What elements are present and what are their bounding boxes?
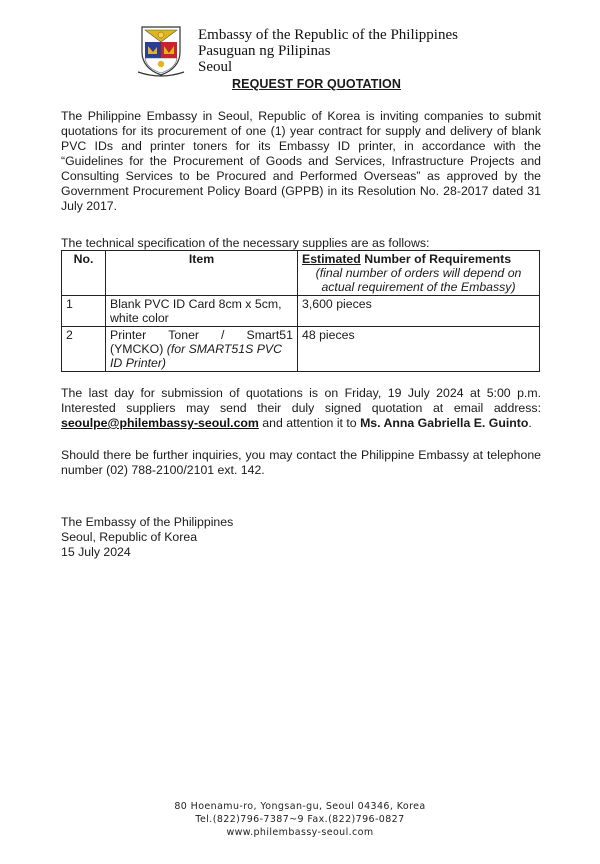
item-word-model: Smart51 (246, 328, 293, 342)
email-link[interactable]: seoulpe@philembassy-seoul.com (61, 416, 259, 430)
table-row (62, 327, 540, 372)
header-item: Item (106, 251, 298, 296)
item-ribbon-code: (YMCKO) (110, 342, 164, 356)
deadline-attention-text: and attention it to (258, 416, 361, 430)
footer-phone-fax: Tel.(822)796-7387~9 Fax.(822)796-0827 (195, 814, 405, 825)
closing-embassy: The Embassy of the Philippines (61, 515, 234, 529)
item-word-printer: Printer (110, 328, 147, 342)
footer-website: www.philembassy-seoul.com (226, 827, 374, 838)
closing-location: Seoul, Republic of Korea (61, 530, 198, 544)
item-printer-note: (for SMART51S PVC ID Printer) (110, 342, 282, 370)
header-no: No. (62, 251, 106, 296)
item-word-toner: Toner (168, 328, 200, 342)
header-estimated-rest: Number of Requirements (360, 252, 512, 266)
philippine-coat-of-arms-seal (136, 24, 186, 78)
table-row (62, 296, 540, 327)
inquiries-paragraph: Should there be further inquiries, you may contact the Philippine Embassy at telephone number (02) 788-2100/2101 ext. 142. (61, 448, 541, 477)
letterhead-embassy-name: Embassy of the Republic of the Philippines (198, 27, 458, 43)
row-no: 2 (62, 327, 106, 372)
header-estimated-note: (final number of orders will depend on actual requirement of the Embassy) (315, 266, 522, 294)
intro-paragraph: The Philippine Embassy in Seoul, Republic of Korea is inviting companies to submit quotations for its procurement of one (1) year contract for supply and delivery of blank PVC IDs and printer toners for its Embassy ID printer, in accordance with the “Guidelines for the Procurement of Goods and Services, Infrastructure Projects and Consulting Services to be Procured and Performed Overseas” as approved by the Government Procurement Policy Board (GPPB) in its Resolution No. 28-2017 dated 31 July 2017. (61, 109, 541, 213)
deadline-period: . (528, 416, 532, 430)
deadline-paragraph (61, 386, 541, 431)
row-qty: 48 pieces (298, 327, 540, 372)
row-no: 1 (62, 296, 106, 327)
header-estimated-underlined: Estimated (302, 252, 361, 266)
specification-table (61, 250, 540, 372)
deadline-text: The last day for submission of quotations is on Friday, 19 July 2024 at 5:00 p.m. Interested suppliers may send their duly signed quotation at email address: (61, 386, 541, 415)
closing-date: 15 July 2024 (61, 545, 131, 559)
header-estimated (298, 251, 540, 296)
table-header-row (62, 251, 540, 296)
row-item: Blank PVC ID Card 8cm x 5cm, white color (106, 296, 298, 327)
row-qty: 3,600 pieces (298, 296, 540, 327)
spec-intro: The technical specification of the necessary supplies are as follows: (61, 236, 430, 250)
footer-address: 80 Hoenamu-ro, Yongsan-gu, Seoul 04346, Korea (174, 801, 426, 812)
contact-person: Ms. Anna Gabriella E. Guinto (360, 416, 529, 430)
document-title: REQUEST FOR QUOTATION (232, 77, 401, 91)
letter-footer (0, 800, 600, 839)
row-item (106, 327, 298, 372)
closing-block (61, 515, 233, 560)
item-slash: / (221, 328, 225, 342)
embassy-letterhead (198, 27, 458, 75)
letterhead-filipino-name: Pasuguan ng Pilipinas (198, 43, 331, 59)
letterhead-city: Seoul (198, 59, 233, 75)
